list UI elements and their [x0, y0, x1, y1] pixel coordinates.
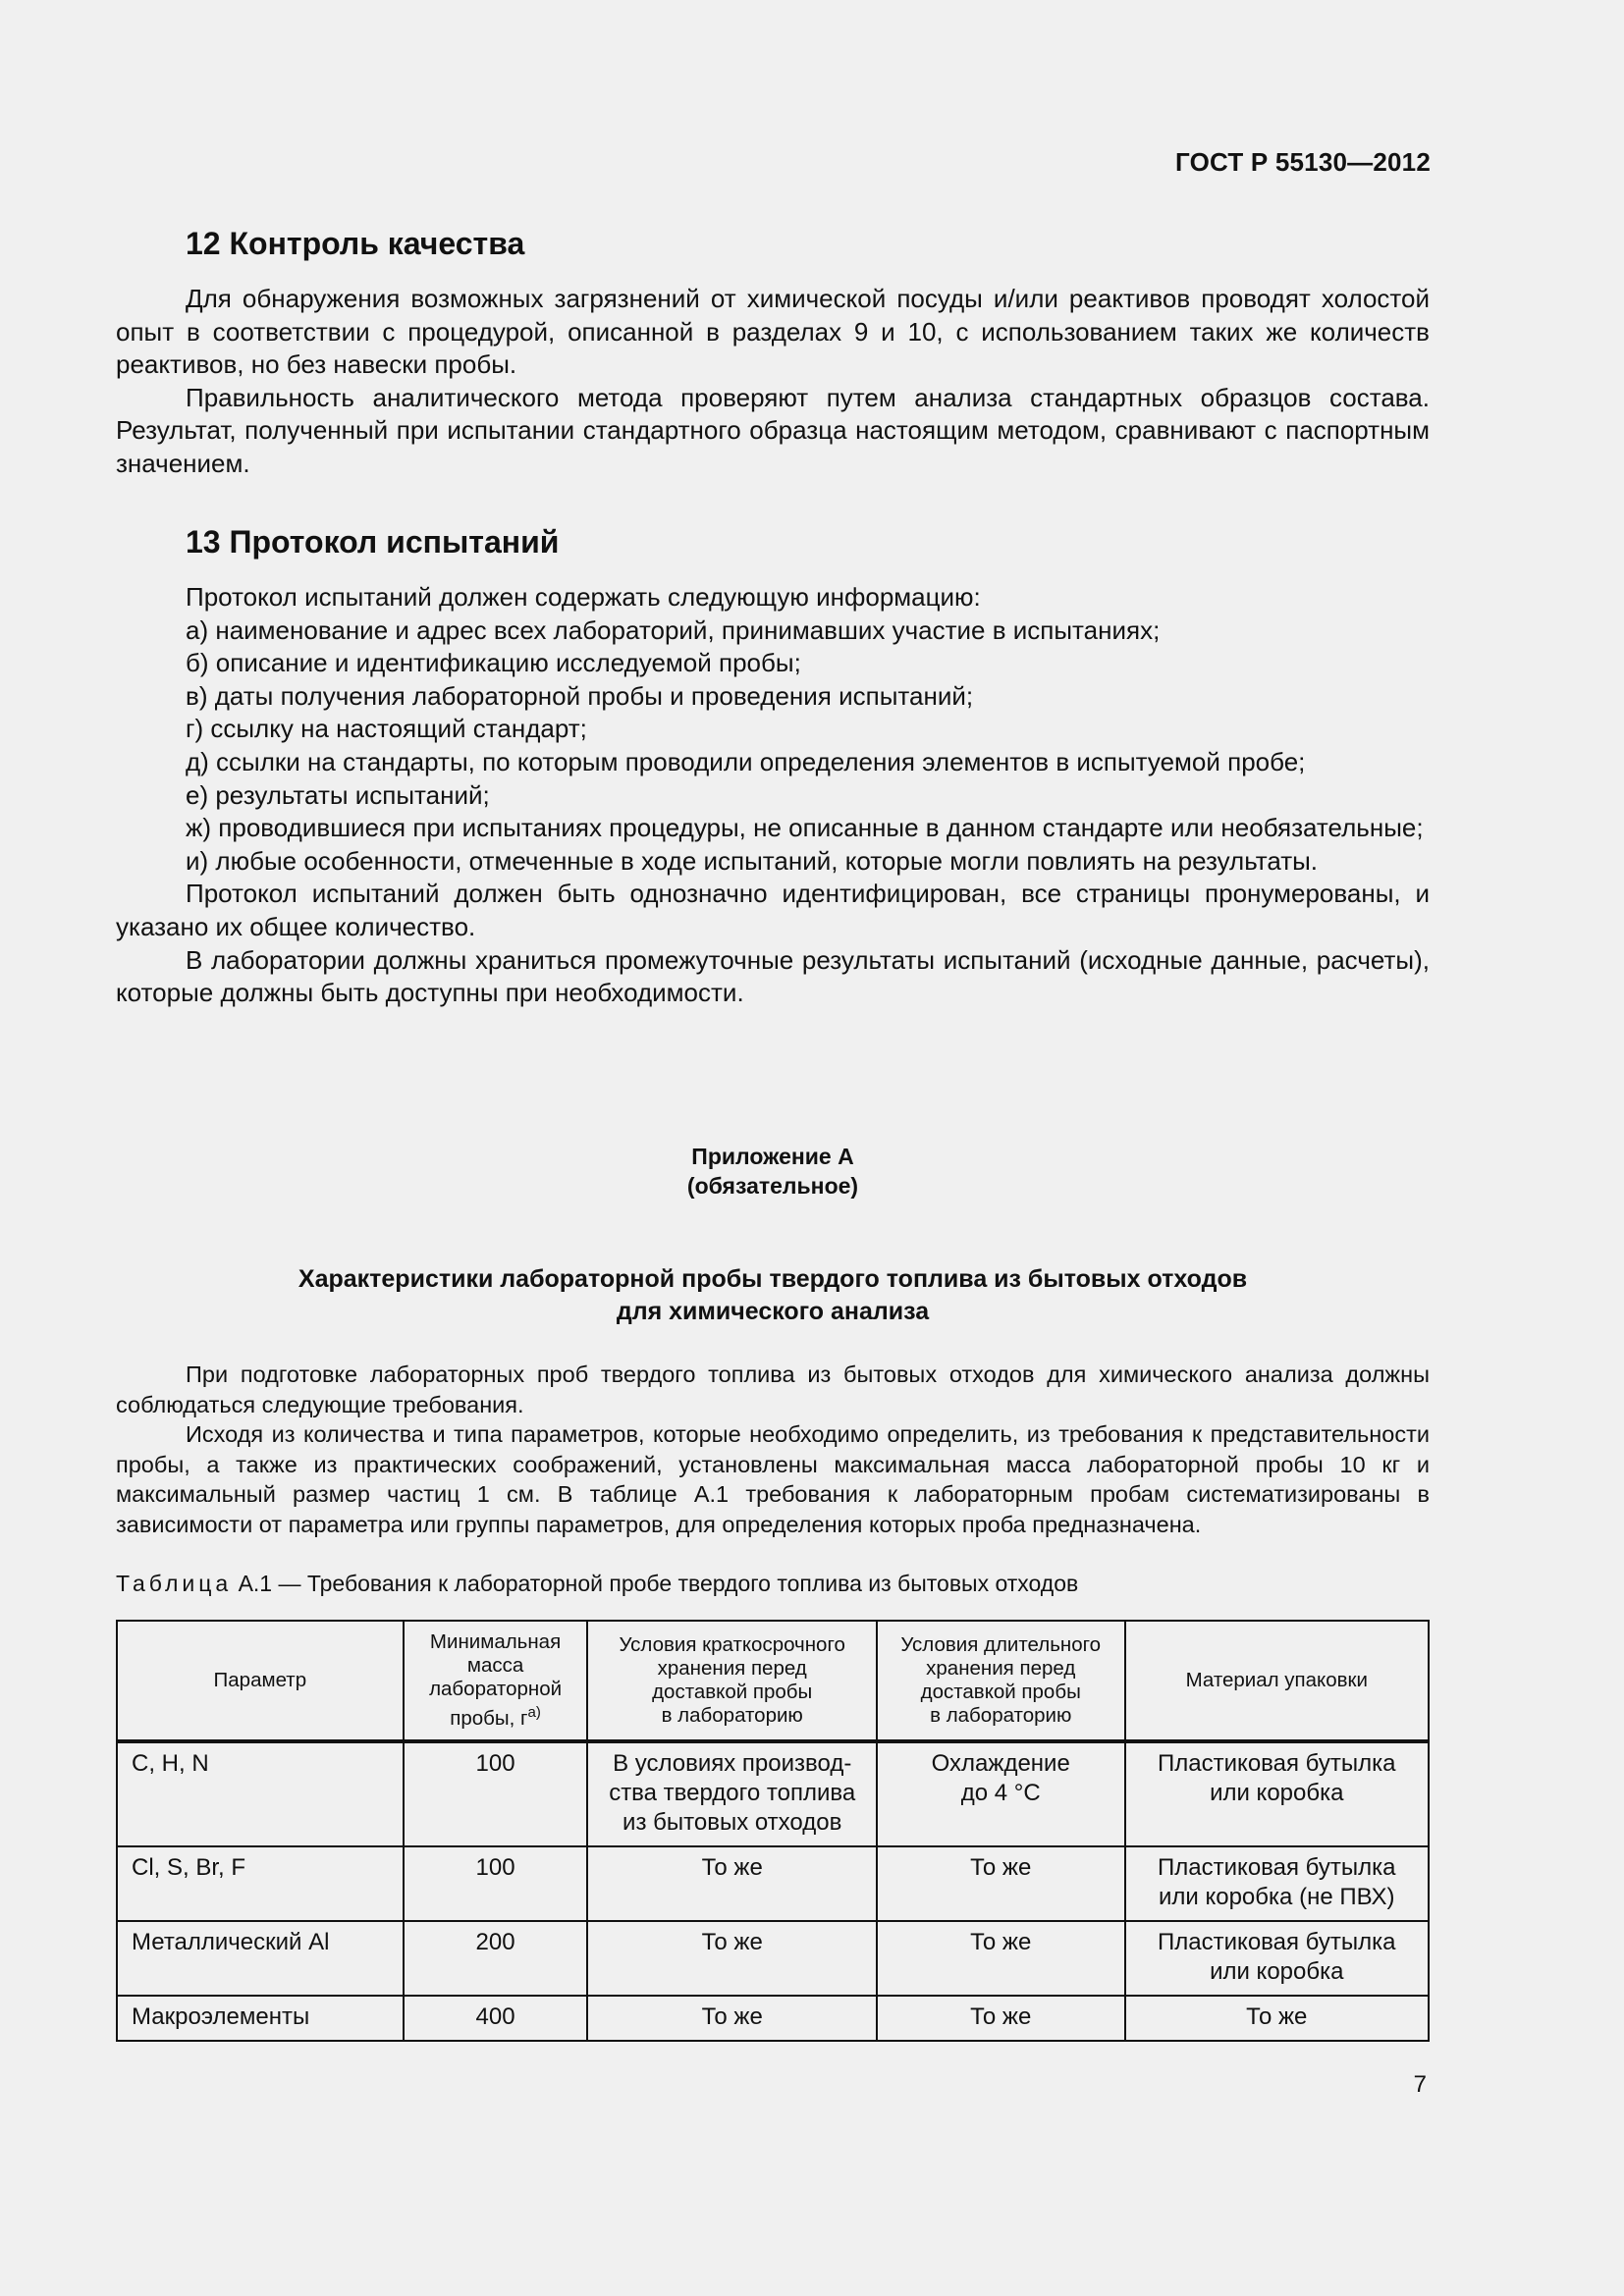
list-item: а) наименование и адрес всех лабораторий, принимавших участие в испытаниях;	[186, 614, 1161, 645]
cell-line: Пластиковая бутылка	[1158, 1750, 1396, 1777]
paragraph: Исходя из количества и типа параметров, которые необходимо определить, из требования к представительности пробы, а также из практических соображений, установлены максимальная масса лабораторной пробы 10 кг и максимальный размер частиц 1 см. В таблице А.1 требования к лабораторным пробам систематизированы в зависимости от параметра или группы параметров, для определения которых проба предназначена.	[116, 1421, 1430, 1537]
cell-packaging	[1125, 1846, 1429, 1921]
section-13-title: 13 Протокол испытаний	[186, 524, 560, 560]
list-item: ж) проводившиеся при испытаниях процедуры, не описанные в данном стандарте или необязательные;	[186, 813, 1424, 843]
column-header-mass	[404, 1621, 588, 1741]
header-line	[412, 1701, 579, 1731]
section-13	[116, 522, 1430, 1010]
cell-line: Охлаждение	[931, 1750, 1070, 1777]
header-line: лабораторной	[429, 1678, 563, 1701]
cell-mass: 400	[404, 1996, 588, 2041]
table-caption-text: А.1 — Требования к лабораторной пробе твердого топлива из бытовых отходов	[232, 1571, 1079, 1596]
appendix-title-line: Характеристики лабораторной пробы твердого топлива из бытовых отходов	[298, 1265, 1248, 1293]
header-line: в лабораторию	[661, 1704, 803, 1727]
cell-line: Пластиковая бутылка	[1158, 1929, 1396, 1955]
list-item: б) описание и идентификацию исследуемой пробы;	[186, 648, 801, 678]
cell-packaging: То же	[1125, 1996, 1429, 2041]
cell-line: или коробка	[1210, 1958, 1344, 1985]
header-line-text: пробы, г	[450, 1706, 528, 1730]
header-line: хранения перед	[926, 1657, 1076, 1680]
table-row	[117, 1846, 1429, 1921]
cell-param: Металлический Al	[117, 1921, 404, 1996]
page-number: 7	[1413, 2071, 1427, 2098]
header-line: доставкой пробы	[652, 1681, 813, 1703]
cell-mass: 200	[404, 1921, 588, 1996]
cell-line: из бытовых отходов	[623, 1809, 842, 1836]
standard-code: ГОСТ Р 55130—2012	[1175, 147, 1431, 177]
cell-short-storage	[587, 1741, 876, 1846]
table-row	[117, 1921, 1429, 1996]
appendix-title-line: для химического анализа	[616, 1298, 930, 1325]
header-line: доставкой пробы	[920, 1681, 1081, 1703]
cell-mass: 100	[404, 1741, 588, 1846]
paragraph: В лаборатории должны храниться промежуточные результаты испытаний (исходные данные, расчеты), которые должны быть доступны при необходимости.	[116, 944, 1430, 1008]
column-header-packaging: Материал упаковки	[1125, 1621, 1429, 1741]
cell-param: Cl, S, Br, F	[117, 1846, 404, 1921]
paragraph: При подготовке лабораторных проб твердого топлива из бытовых отходов для химического анализа должны соблюдаться следующие требования.	[116, 1362, 1430, 1417]
cell-short-storage: То же	[587, 1921, 876, 1996]
header-line: Минимальная	[429, 1630, 562, 1654]
paragraph: Протокол испытаний должен быть однозначно идентифицирован, все страницы пронумерованы, и указано их общее количество.	[116, 879, 1430, 941]
header-line: масса	[466, 1654, 524, 1678]
table-row	[117, 1996, 1429, 2041]
cell-line: ства твердого топлива	[609, 1780, 856, 1806]
header-line: хранения перед	[657, 1657, 807, 1680]
footnote-marker: a)	[527, 1704, 541, 1722]
list-item: е) результаты испытаний;	[186, 779, 490, 810]
header-line: Условия длительного	[900, 1633, 1102, 1656]
appendix-title	[116, 1263, 1430, 1328]
cell-mass: 100	[404, 1846, 588, 1921]
header-line: в лабораторию	[930, 1704, 1072, 1727]
cell-long-storage	[877, 1741, 1125, 1846]
cell-long-storage: То же	[877, 1846, 1125, 1921]
cell-param: Макроэлементы	[117, 1996, 404, 2041]
list-item: в) даты получения лабораторной пробы и проведения испытаний;	[186, 680, 974, 711]
list-item: д) ссылки на стандарты, по которым проводили определения элементов в испытуемой пробе;	[186, 746, 1306, 776]
section-12-title: 12 Контроль качества	[186, 226, 525, 261]
appendix-heading	[116, 1142, 1430, 1201]
cell-short-storage: То же	[587, 1846, 876, 1921]
table-row	[117, 1741, 1429, 1846]
cell-param: C, H, N	[117, 1741, 404, 1846]
table-caption-word: Таблица	[116, 1571, 233, 1596]
paragraph: Для обнаружения возможных загрязнений от химической посуды и/или реактивов проводят холостой опыт в соответствии с процедурой, описанной в разделах 9 и 10, с использованием таких же количеств реактивов, но без навески пробы.	[116, 284, 1430, 379]
cell-packaging	[1125, 1921, 1429, 1996]
column-header-short-storage	[587, 1621, 876, 1741]
cell-line: В условиях производ-	[613, 1750, 852, 1777]
cell-line: Пластиковая бутылка	[1158, 1854, 1396, 1881]
appendix-text	[116, 1360, 1430, 1539]
column-header-long-storage	[877, 1621, 1125, 1741]
appendix-status: (обязательное)	[686, 1173, 859, 1199]
cell-line: или коробка (не ПВХ)	[1158, 1884, 1395, 1910]
cell-short-storage: То же	[587, 1996, 876, 2041]
table-caption	[116, 1571, 1078, 1597]
section-12	[116, 224, 1430, 480]
list-item: и) любые особенности, отмеченные в ходе испытаний, которые могли повлиять на результаты.	[186, 845, 1319, 876]
cell-line: до 4 °С	[960, 1780, 1041, 1806]
table-header-row	[117, 1621, 1429, 1741]
paragraph: Протокол испытаний должен содержать следующую информацию:	[186, 582, 981, 612]
paragraph: Правильность аналитического метода проверяют путем анализа стандартных образцов состава. Результат, полученный при испытании стандартного образца настоящим методом, сравнивают с паспортным значением.	[116, 382, 1430, 478]
cell-line: или коробка	[1210, 1780, 1344, 1806]
requirements-table	[116, 1620, 1430, 2042]
column-header-param: Параметр	[117, 1621, 404, 1741]
header-line: Условия краткосрочного	[619, 1633, 845, 1656]
list-item: г) ссылку на настоящий стандарт;	[186, 714, 587, 744]
cell-long-storage: То же	[877, 1996, 1125, 2041]
cell-packaging	[1125, 1741, 1429, 1846]
cell-long-storage: То же	[877, 1921, 1125, 1996]
appendix-label: Приложение А	[691, 1144, 854, 1169]
